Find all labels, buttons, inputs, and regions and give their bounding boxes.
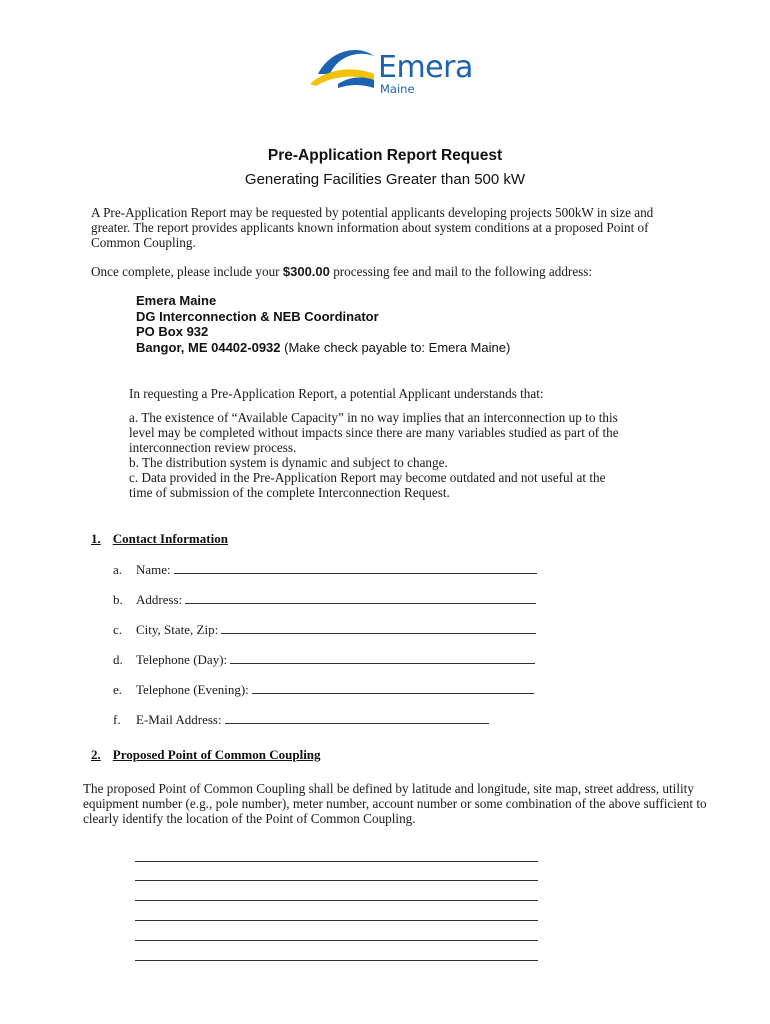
field-letter: d. [113,652,123,667]
section-heading: Proposed Point of Common Coupling [112,747,321,762]
intro-paragraph: A Pre-Application Report may be requested by potential applicants developing projects 500kW in size and greater. The report provides applicants known information about system conditions at a proposed Point of Common Coupling. [91,205,654,250]
address-city: Bangor, ME 04402-0932 [136,339,281,355]
email-input-line[interactable] [225,712,489,724]
fee-text-after: processing fee and mail to the following address: [329,264,593,279]
page-title: Pre-Application Report Request [267,147,503,164]
city-state-zip-field[interactable] [113,622,536,638]
telephone-day-field[interactable] [113,652,535,668]
address-field[interactable] [113,592,536,608]
field-label: City, State, Zip: [136,622,219,637]
name-input-line[interactable] [174,562,537,574]
section-point-of-common-coupling [91,747,321,763]
pcc-description: The proposed Point of Common Coupling shall be defined by latitude and longitude, site map, street address, utility equipment number (e.g., pole number), meter number, account number or some combination of the above sufficient to clearly identify the location of the Point of Common Coupling. [83,781,707,826]
field-label: E-Mail Address: [136,712,222,727]
pcc-blank-line-2[interactable] [135,880,538,881]
section-heading: Contact Information [112,531,228,546]
fee-paragraph [91,264,681,279]
payable-note: (Make check payable to: Emera Maine) [280,339,511,355]
understanding-item-c: c. Data provided in the Pre-Application Report may become outdated and not useful at the time of submission of the complete Interconnection Request. [129,470,606,500]
emera-maine-logo [308,44,473,100]
address-line-4 [136,340,510,356]
field-letter: f. [113,712,121,727]
field-letter: c. [113,622,123,637]
field-letter: e. [113,682,123,697]
understanding-item-a: a. The existence of “Available Capacity” in no way implies that an interconnection up to this level may be completed without impacts since there are many variables studied as part of the interconnection review process. [129,410,619,455]
understanding-intro: In requesting a Pre-Application Report, a potential Applicant understands that: [129,386,544,401]
address-line-2: DG Interconnection & NEB Coordinator [136,308,379,324]
understanding-item-b: b. The distribution system is dynamic and subject to change. [129,455,448,470]
logo-wordmark: Emera [378,50,473,85]
address-line-1: Emera Maine [136,293,217,308]
logo-subtext: Maine [380,82,415,96]
emera-swoosh-icon [308,44,380,94]
pcc-blank-line-6[interactable] [135,960,538,961]
field-label: Telephone (Evening): [136,682,249,697]
pcc-blank-line-1[interactable] [135,861,538,862]
section-contact-information [91,531,228,547]
mailing-address [136,293,510,355]
pcc-blank-line-4[interactable] [135,920,538,921]
pcc-blank-line-3[interactable] [135,900,538,901]
city-state-zip-input-line[interactable] [221,622,536,634]
field-label: Telephone (Day): [136,652,228,667]
fee-amount: $300.00 [282,264,330,279]
section-number: 1. [91,531,101,546]
field-label: Address: [136,592,183,607]
telephone-evening-input-line[interactable] [252,682,534,694]
address-input-line[interactable] [185,592,536,604]
telephone-day-input-line[interactable] [230,652,535,664]
pcc-blank-line-5[interactable] [135,940,538,941]
understanding-list [129,410,629,500]
name-field[interactable] [113,562,537,578]
field-label: Name: [136,562,171,577]
section-number: 2. [91,747,101,762]
fee-text-before: Once complete, please include your [91,264,283,279]
telephone-evening-field[interactable] [113,682,534,698]
field-letter: a. [113,562,123,577]
page-subtitle: Generating Facilities Greater than 500 kW [244,171,526,188]
email-field[interactable] [113,712,489,728]
address-line-3: PO Box 932 [136,324,209,340]
field-letter: b. [113,592,123,607]
